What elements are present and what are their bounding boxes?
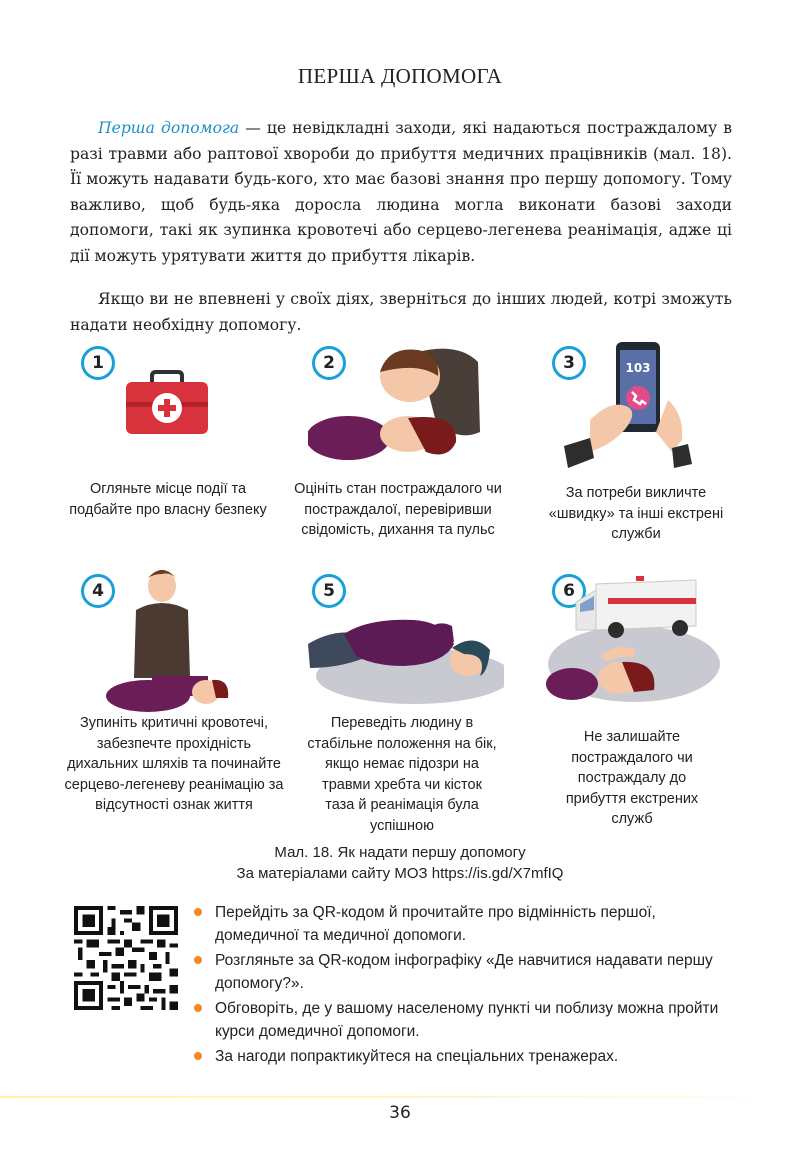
cpr-icon [104, 566, 234, 714]
check-breathing-icon [308, 342, 483, 462]
term-first-aid: Перша допомога [98, 119, 240, 137]
figure-caption-source: За матеріалами сайту МОЗ https://is.gd/X7mfIQ [236, 865, 564, 882]
page-title: ПЕРША ДОПОМОГА [297, 64, 503, 88]
ambulance-icon [546, 572, 722, 712]
first-aid-kit-icon [122, 370, 212, 438]
footer-divider [0, 1096, 800, 1098]
step-number-4: 4 [81, 574, 115, 608]
step-caption-1: Огляньте місце події та подбайте про власну безпеку [69, 481, 267, 518]
step-caption-2: Оцініть стан постраждалого чи постраждалої, перевіривши свідомість, дихання та пульс [294, 481, 502, 538]
intro-text: — це невідкладні заходи, які надаються постраждалому в разі травми або раптової хвороби до прибуття медичних працівників (мал. 18). Її можуть надавати будь-кого, хто має базові знання про першу допомогу. Тому важливо, щоб будь-яка доросла людина могла виконати базові заходи допомоги, такі як зупинка кровотечі або серцево-легенева реанімація, адже ці дії можуть урятувати життя до прибуття лікарів. [70, 119, 732, 265]
recovery-position-icon [304, 598, 504, 708]
intro-paragraph [70, 116, 732, 270]
task-text: Обговоріть, де у вашому населеному пункті чи поблизу можна пройти курси домедичної допомоги. [215, 1000, 719, 1040]
step-number-3: 3 [552, 346, 586, 380]
task-text: Розгляньте за QR-кодом інфографіку «Де навчитися надавати першу допомогу?». [215, 952, 713, 992]
task-text: За нагоди попрактикуйтеся на спеціальних тренажерах. [215, 1048, 619, 1065]
phone-call-icon [560, 340, 695, 475]
step-number-6: 6 [552, 574, 586, 608]
bullet-dot-icon [194, 1004, 202, 1012]
step-caption-3: За потреби викличте «швидку» та інші екстрені служби [548, 485, 724, 542]
page-number: 36 [389, 1103, 411, 1123]
task-item [190, 950, 738, 995]
bullet-dot-icon [194, 1052, 202, 1060]
step-number-2: 2 [312, 346, 346, 380]
figure-caption-title: Мал. 18. Як надати першу допомогу [274, 844, 526, 861]
step-caption-4: Зупиніть критичні кровотечі, забезпечте прохідність дихальних шляхів та починайте серцево-легеневу реанімацію за відсутності ознак життя [64, 715, 284, 813]
phone-number: 103 [625, 361, 651, 375]
qr-code-icon[interactable] [74, 906, 178, 1010]
bullet-dot-icon [194, 908, 202, 916]
step-number-1: 1 [81, 346, 115, 380]
task-list [190, 902, 738, 1072]
step-caption-6: Не залишайте постраждалого чи постраждалу до прибуття екстрених служб [565, 729, 699, 827]
step-number-5: 5 [312, 574, 346, 608]
bullet-dot-icon [194, 956, 202, 964]
task-item [190, 902, 738, 947]
step-caption-5: Переведіть людину в стабільне положення на бік, якщо немає підозри на травми хребта чи кісток таза й реанімація була успішною [307, 715, 497, 834]
task-text: Перейдіть за QR-кодом й прочитайте про відмінність першої, домедичної та медичної допомоги. [215, 904, 656, 944]
task-item [190, 998, 738, 1043]
task-item [190, 1046, 738, 1069]
second-paragraph: Якщо ви не впевнені у своїх діях, зверніться до інших людей, котрі зможуть надати необхідну допомогу. [70, 290, 732, 334]
